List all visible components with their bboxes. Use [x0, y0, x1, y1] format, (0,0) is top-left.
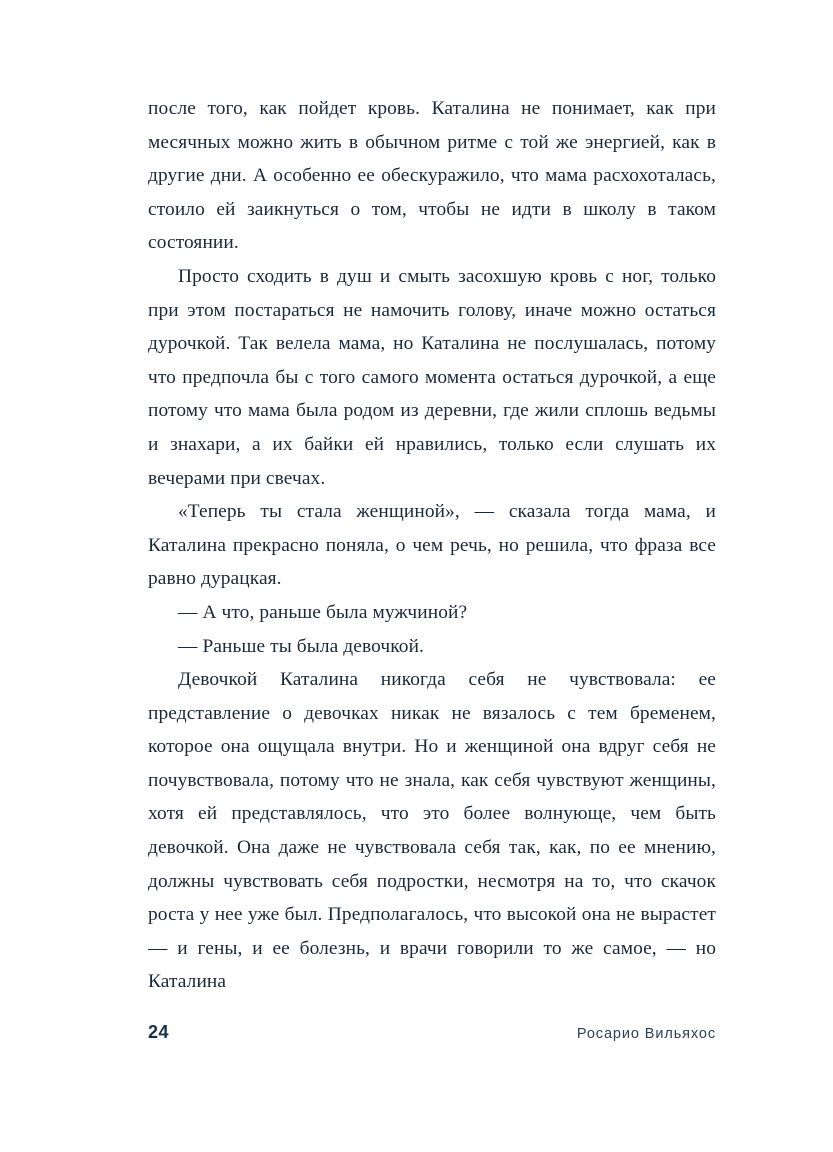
running-head-author: Росарио Вильяхос [576, 1026, 716, 1042]
page-footer [148, 1022, 716, 1043]
page-number: 24 [148, 1022, 170, 1042]
dialogue-line: — А что, раньше была мужчиной? [178, 601, 468, 623]
paragraph: после того, как пойдет кровь. Каталина не понимает, как при месячных можно жить в обычном ритме с той же энергией, как в другие дни. А особенно ее обескуражило, что мама расхохоталась, стоило ей заикнуться о том, чтобы не идти в школу в таком состоянии. [148, 98, 716, 254]
paragraph: «Теперь ты стала женщиной», — сказала тогда мама, и Каталина прекрасно поняла, о чем речь, но решила, что фраза все равно дурацкая. [148, 501, 716, 590]
paragraph: Просто сходить в душ и смыть засохшую кровь с ног, только при этом постараться не намочить голову, иначе можно остаться дурочкой. Так велела мама, но Каталина не послушалась, потому что предпочла бы с того самого момента остаться дурочкой, а еще потому что мама была родом из деревни, где жили сплошь ведьмы и знахари, а их байки ей нравились, только если слушать их вечерами при свечах. [148, 265, 716, 489]
dialogue-line: — Раньше ты была девочкой. [178, 635, 425, 657]
body-text-column [148, 92, 716, 999]
paragraph: Девочкой Каталина никогда себя не чувствовала: ее представление о девочках никак не вязалось с тем бременем, которое она ощущала внутри. Но и женщиной она вдруг себя не почувствовала, потому что не знала, как себя чувствуют женщины, хотя ей представлялось, что это более волнующе, чем быть девочкой. Она даже не чувствовала себя так, как, по ее мнению, должны чувствовать себя подростки, несмотря на то, что скачок роста у нее уже был. Предполагалось, что высокой она не вырастет — и гены, и ее болезнь, и врачи говорили то же самое, — но Каталина [148, 669, 716, 993]
